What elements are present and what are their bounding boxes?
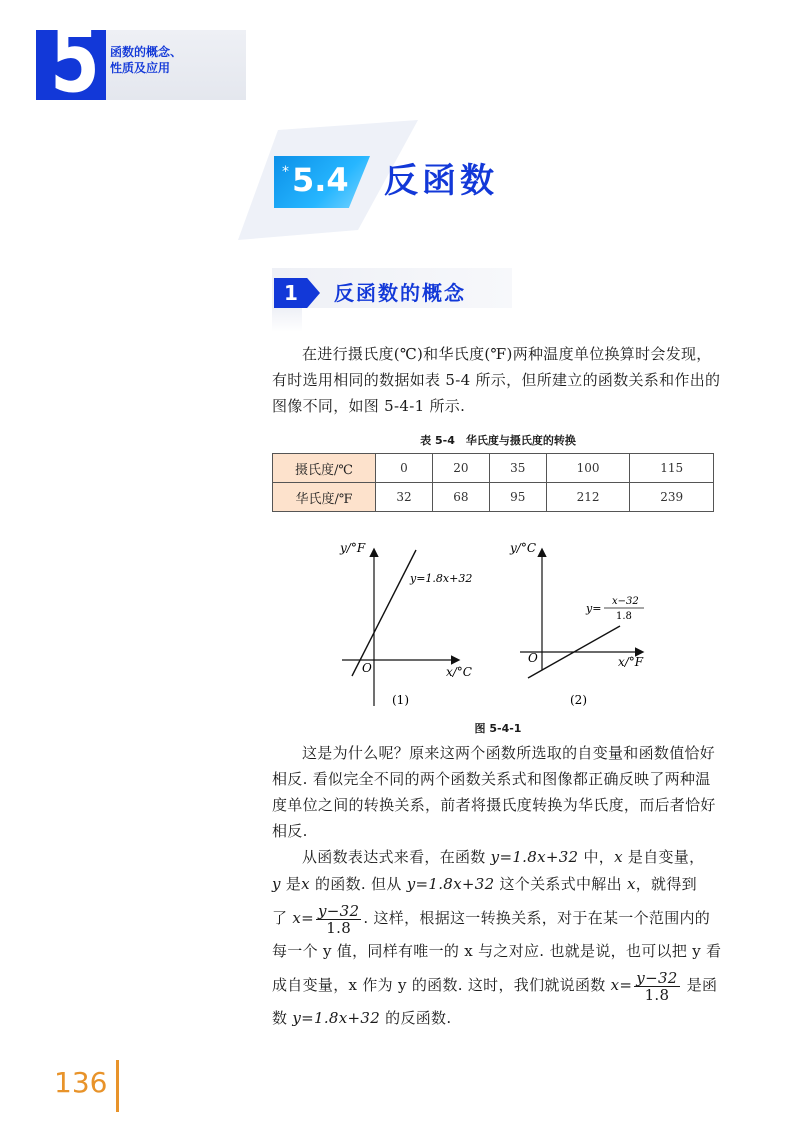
table-caption: 表 5-4 华氏度与摄氏度的转换 [420, 434, 576, 447]
math-expression: y=1.8x+32 [292, 1009, 381, 1027]
table-cell: 68 [432, 483, 489, 512]
paragraph-line [272, 898, 724, 938]
math-expression: y=1.8x+32 [406, 875, 495, 893]
table-cell: 0 [376, 454, 433, 483]
subsection-shadow-tail [272, 308, 302, 332]
chapter-title [110, 44, 182, 76]
figure-graph-1 [330, 536, 490, 716]
table-cell: 32 [376, 483, 433, 512]
table-cell: 95 [489, 483, 546, 512]
y-axis-label: y/°F [340, 541, 366, 555]
subfigure-label: (1) [392, 693, 409, 707]
text-run: 的反函数. [380, 1009, 452, 1027]
text-run: 成自变量，x 作为 y 的函数. 这时，我们就说函数 [272, 976, 611, 994]
text-run: 是 [280, 875, 302, 893]
text-run: 是函 [681, 976, 718, 994]
text-run: 数 [272, 1009, 293, 1027]
text-run: 的函数. 但从 [309, 875, 407, 893]
paragraph-line [272, 871, 724, 898]
chapter-title-line-1: 函数的概念、 [110, 45, 183, 59]
conversion-table [272, 453, 714, 512]
page-number-divider [116, 1060, 119, 1112]
x-axis-label: x/°C [446, 665, 472, 679]
x-axis-label: x/°F [618, 655, 644, 669]
math-variable: x [614, 848, 623, 866]
text-run: 是自变量， [622, 848, 705, 866]
paragraph-line: 每一个 y 值，同样有唯一的 x 与之对应. 也就是说，也可以把 y 看 [272, 942, 722, 960]
intro-text: 在进行摄氏度(℃)和华氏度(℉)两种温度单位换算时会发现，有时选用相同的数据如表 5-4 所示，但所建立的函数关系和作出的图像不同，如图 5-4-1 所示. [272, 345, 721, 415]
equation-numerator: x−32 [612, 596, 639, 607]
line-y-equals-1.8x-plus-32 [352, 550, 416, 676]
subsection-title: 反函数的概念 [334, 281, 466, 305]
text-run: 从函数表达式来看，在函数 [302, 848, 491, 866]
figure-graph-2 [508, 536, 668, 716]
table-cell: 35 [489, 454, 546, 483]
explanation-paragraph [272, 740, 724, 844]
table-cell: 20 [432, 454, 489, 483]
page-number: 136 [54, 1066, 108, 1099]
paragraph-line [272, 965, 724, 1005]
fraction-y-minus-32-over-1.8 [634, 970, 679, 1003]
table-cell: 115 [630, 454, 714, 483]
section-title: 反函数 [384, 161, 498, 201]
text-run: . 这样，根据这一转换关系，对于在某一个范围内的 [363, 909, 711, 927]
text-run: 中， [578, 848, 615, 866]
figure-caption: 图 5-4-1 [474, 722, 522, 735]
fraction-denominator: 1.8 [326, 918, 352, 937]
fraction-y-minus-32-over-1.8 [316, 903, 361, 936]
equation-label: y=1.8x+32 [410, 572, 473, 585]
equation-prefix: y= [586, 602, 602, 615]
section-optional-star: * [282, 164, 289, 180]
table-cell: 212 [546, 483, 630, 512]
text-run: 了 [272, 909, 293, 927]
section-number: 5.4 [292, 161, 349, 199]
y-axis-label: y/°C [510, 541, 537, 555]
text-run: ，就得到 [635, 875, 697, 893]
inverse-function-paragraph [272, 844, 724, 1032]
origin-label: O [362, 661, 372, 675]
table-cell: 100 [546, 454, 630, 483]
table-row-header: 摄氏度/℃ [273, 454, 376, 483]
chapter-title-line-2: 性质及应用 [110, 61, 171, 75]
paragraph-line [272, 1005, 724, 1032]
subsection-number: 1 [284, 281, 298, 305]
table-row [273, 454, 714, 483]
fraction-numerator: y−32 [318, 901, 360, 920]
subfigure-label: (2) [570, 693, 587, 707]
chapter-number: 5 [50, 6, 100, 113]
math-variable: x [301, 875, 310, 893]
table-cell: 239 [630, 483, 714, 512]
paragraph-line [272, 844, 724, 871]
text-run: 这个关系式中解出 [494, 875, 627, 893]
table-row-header: 华氏度/℉ [273, 483, 376, 512]
fraction-denominator: 1.8 [644, 985, 670, 1004]
table-row [273, 483, 714, 512]
explanation-text: 这是为什么呢？原来这两个函数所选取的自变量和函数值恰好相反. 看似完全不同的两个函数关系式和图像都正确反映了两种温度单位之间的转换关系，前者将摄氏度转换为华氏度，而后者恰好相反. [272, 744, 716, 840]
equation-denominator: 1.8 [616, 611, 632, 622]
math-variable: x [626, 875, 636, 893]
math-expression: x= [610, 976, 633, 994]
fraction-numerator: y−32 [636, 968, 678, 987]
origin-label: O [528, 651, 538, 665]
math-variable: y [272, 875, 281, 893]
intro-paragraph [272, 341, 724, 419]
math-expression: x= [292, 909, 315, 927]
math-expression: y=1.8x+32 [490, 848, 579, 866]
